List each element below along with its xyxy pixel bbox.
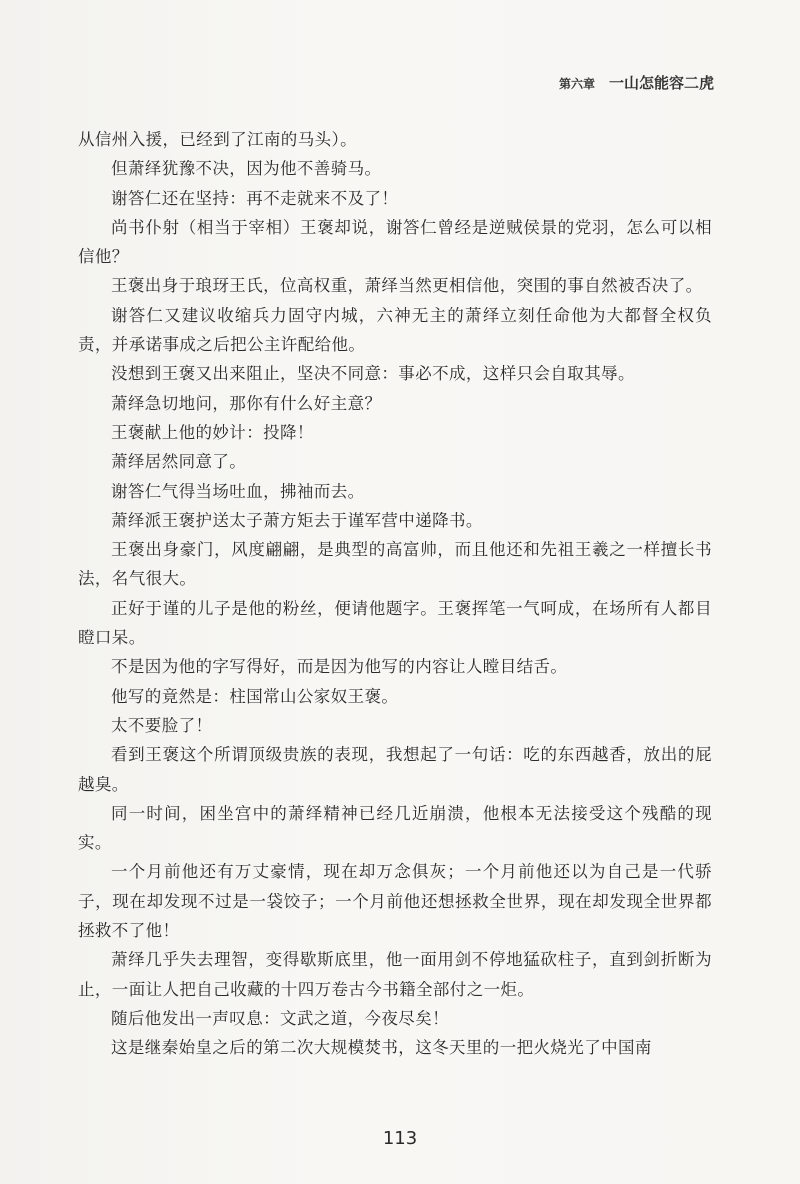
body-text — [78, 125, 712, 1063]
paragraph: 不是因为他的字写得好，而是因为他写的内容让人瞠目结舌。 — [111, 657, 568, 677]
paragraph: 同一时间，困坐宫中的萧绎精神已经几近崩溃，他根本无法接受这个残酷的现实。 — [78, 803, 712, 853]
paragraph: 萧绎派王褒护送太子萧方矩去于谨军营中递降书。 — [111, 510, 483, 530]
paragraph: 从信州入援，已经到了江南的马头）。 — [78, 130, 358, 149]
paragraph: 谢答仁又建议收缩兵力固守内城，六神无主的萧绎立刻任命他为大都督全权负责，并承诺事成之后把公主许配给他。 — [78, 305, 712, 355]
paragraph: 没想到王褒又出来阻止，坚决不同意：事必不成，这样只会自取其辱。 — [111, 364, 635, 384]
paragraph: 萧绎急切地问，那你有什么好主意？ — [111, 393, 382, 413]
chapter-title: 一山怎能容二虎 — [608, 74, 714, 92]
paragraph: 尚书仆射（相当于宰相）王褒却说，谢答仁曾经是逆贼侯景的党羽，怎么可以相信他？ — [78, 217, 712, 267]
chapter-number: 第六章 — [558, 77, 595, 91]
paragraph: 随后他发出一声叹息：文武之道，今夜尽矣！ — [111, 1008, 449, 1028]
paragraph: 王褒出身于琅玡王氏，位高权重，萧绎当然更相信他，突围的事自然被否决了。 — [111, 276, 703, 296]
paragraph: 王褒献上他的妙计：投降！ — [111, 422, 314, 442]
running-header — [559, 72, 714, 93]
page-number: 113 — [382, 1128, 418, 1149]
paragraph: 谢答仁还在坚持：再不走就来不及了！ — [111, 188, 399, 208]
paragraph: 萧绎几乎失去理智，变得歇斯底里，他一面用剑不停地猛砍柱子，直到剑折断为止，一面让人把自己收藏的十四万卷古今书籍全部付之一炬。 — [78, 950, 712, 999]
paragraph: 萧绎居然同意了。 — [111, 452, 247, 472]
paragraph: 王褒出身豪门，风度翩翩，是典型的高富帅，而且他还和先祖王羲之一样擅长书法，名气很大。 — [78, 540, 712, 589]
paragraph: 正好于谨的儿子是他的粉丝，便请他题字。王褒挥笔一气呵成，在场所有人都目瞪口呆。 — [78, 598, 712, 648]
paragraph: 谢答仁气得当场吐血，拂袖而去。 — [111, 481, 365, 501]
paragraph: 这是继秦始皇之后的第二次大规模焚书，这冬天里的一把火烧光了中国南 — [111, 1038, 652, 1058]
paragraph: 看到王褒这个所谓顶级贵族的表现，我想起了一句话：吃的东西越香，放出的屁越臭。 — [78, 745, 712, 794]
paragraph: 但萧绎犹豫不决，因为他不善骑马。 — [111, 159, 382, 179]
paragraph: 他写的竟然是：柱国常山公家奴王褒。 — [111, 686, 399, 706]
paragraph: 一个月前他还有万丈豪情，现在却万念俱灰；一个月前他还以为自己是一代骄子，现在却发现不过是一袋饺子；一个月前他还想拯救全世界，现在却发现全世界都拯救不了他！ — [78, 862, 712, 941]
paragraph: 太不要脸了！ — [111, 715, 213, 735]
